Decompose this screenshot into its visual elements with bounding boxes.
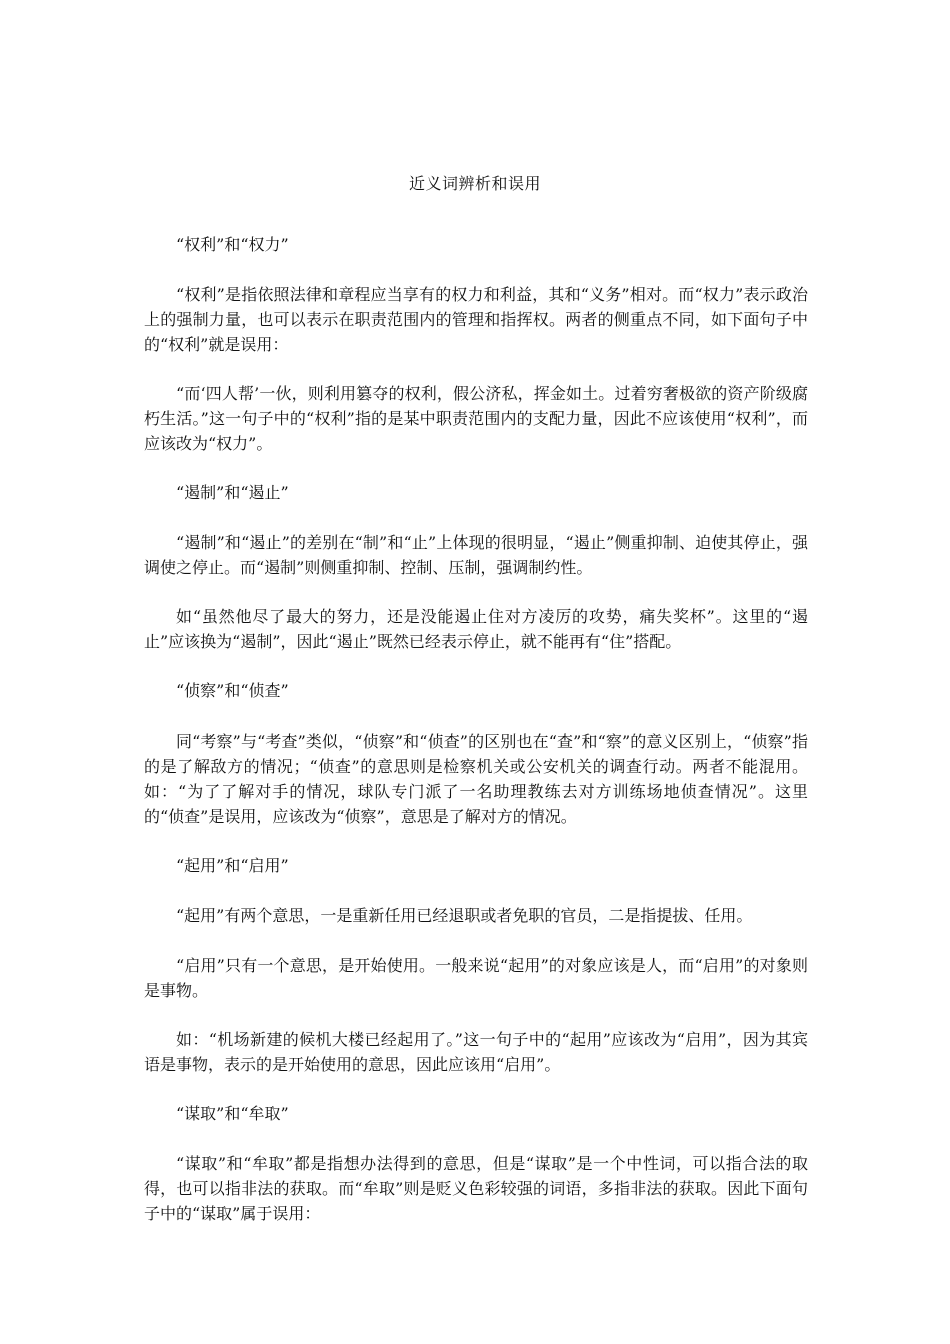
paragraph: “谋取”和“牟取”都是指想办法得到的意思，但是“谋取”是一个中性词，可以指合法的取得，也可以指非法的获取。而“牟取”则是贬义色彩较强的词语，多指非法的获取。因此下面句子中的“谋取”属于误用： (144, 1154, 808, 1223)
section-heading-qiyong: “起用”和“启用” (176, 856, 289, 875)
section-heading-mouqu: “谋取”和“牟取” (176, 1104, 289, 1123)
paragraph: “启用”只有一个意思，是开始使用。一般来说“起用”的对象应该是人，而“启用”的对象则是事物。 (144, 956, 808, 1000)
paragraph: “而‘四人帮’一伙，则利用篡夺的权利，假公济私，挥金如土。过着穷奢极欲的资产阶级腐朽生活。”这一句子中的“权利”指的是某中职责范围内的支配力量，因此不应该使用“权利”，而应该改为“权力”。 (144, 384, 808, 453)
paragraph: “起用”有两个意思，一是重新任用已经退职或者免职的官员，二是指提拔、任用。 (176, 906, 753, 925)
paragraph: 同“考察”与“考查”类似，“侦察”和“侦查”的区别也在“查”和“察”的意义区别上，“侦察”指的是了解敌方的情况；“侦查”的意思则是检察机关或公安机关的调查行动。两者不能混用。如：“为了了解对手的情况，球队专门派了一名助理教练去对方训练场地侦查情况”。这里的“侦查”是误用，应该改为“侦察”，意思是了解对方的情况。 (144, 732, 808, 826)
paragraph: “权利”是指依照法律和章程应当享有的权力和利益，其和“义务”相对。而“权力”表示政治上的强制力量，也可以表示在职责范围内的管理和指挥权。两者的侧重点不同，如下面句子中的“权利”就是误用： (144, 285, 808, 354)
paragraph: 如“虽然他尽了最大的努力，还是没能遏止住对方凌厉的攻势，痛失奖杯”。这里的“遏止”应该换为“遏制”，因此“遏止”既然已经表示停止，就不能再有“住”搭配。 (144, 607, 808, 651)
section-heading-ezhi: “遏制”和“遏止” (176, 483, 289, 502)
paragraph: “遏制”和“遏止”的差别在“制”和“止”上体现的很明显，“遏止”侧重抑制、迫使其停止，强调使之停止。而“遏制”则侧重抑制、控制、压制，强调制约性。 (144, 533, 808, 577)
paragraph: 如：“机场新建的候机大楼已经起用了。”这一句子中的“起用”应该改为“启用”，因为其宾语是事物，表示的是开始使用的意思，因此应该用“启用”。 (144, 1030, 808, 1074)
section-heading-zhencha: “侦察”和“侦查” (176, 681, 289, 700)
document-title: 近义词辨析和误用 (408, 174, 541, 193)
section-heading-quanli: “权利”和“权力” (176, 235, 289, 254)
